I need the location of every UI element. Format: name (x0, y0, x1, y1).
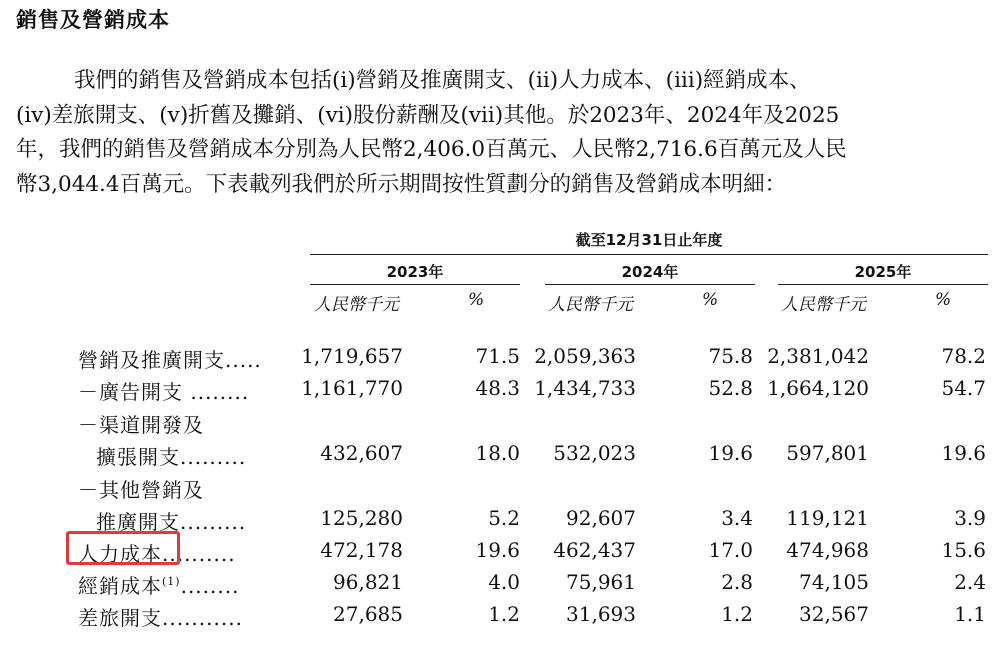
table-cell: 2.8 (721, 570, 753, 594)
unit-rmb-2024: 人民幣千元 (548, 295, 633, 315)
row-label (96, 441, 246, 470)
row-label (78, 602, 243, 631)
unit-rmb-2023: 人民幣千元 (314, 295, 399, 315)
table-cell: 474,968 (786, 538, 869, 562)
table-cell: 472,178 (320, 538, 403, 562)
table-cell: 74,105 (799, 570, 869, 594)
table-cell: 2,059,363 (534, 344, 636, 368)
section-heading: 銷售及營銷成本 (16, 8, 170, 32)
paragraph-line: (iv)差旅開支、(v)折舊及攤銷、(vi)股份薪酬及(vii)其他。於2023年、2024年及2025 (16, 102, 840, 128)
table-cell: 18.0 (475, 441, 520, 465)
row-label-text: －其他營銷及 (78, 478, 204, 502)
table-cell: 1.2 (721, 602, 753, 626)
table-cell: 78.2 (941, 344, 986, 368)
year-header-2025: 2025年 (854, 263, 912, 281)
table-cell: 27,685 (333, 602, 403, 626)
year-rule-2025 (778, 284, 988, 285)
table-cell: 92,607 (566, 506, 636, 530)
unit-pct-2023: % (468, 290, 485, 310)
row-label-text: －渠道開發及 (78, 413, 204, 437)
table-cell: 3.9 (954, 506, 986, 530)
row-label (78, 409, 204, 438)
unit-pct-2024: % (702, 290, 719, 310)
year-header-2023: 2023年 (386, 263, 444, 281)
table-cell: 1,161,770 (301, 376, 403, 400)
table-cell: 3.4 (721, 506, 753, 530)
table-cell: 1,719,657 (301, 344, 403, 368)
table-cell: 31,693 (566, 602, 636, 626)
table-cell: 48.3 (475, 376, 520, 400)
header-rule (310, 254, 988, 255)
paragraph-line: 年，我們的銷售及營銷成本分別為人民幣2,406.0百萬元、人民幣2,716.6百萬元及人民 (16, 137, 847, 162)
table-cell: 75,961 (566, 570, 636, 594)
row-label-text: 人力成本.......... (78, 542, 236, 566)
paragraph-line: 我們的銷售及營銷成本包括(i)營銷及推廣開支、(ii)人力成本、(iii)經銷成本、 (74, 68, 811, 93)
table-cell: 2,381,042 (767, 344, 869, 368)
row-label-text: 差旅開支........... (78, 606, 243, 630)
table-cell: 432,607 (320, 441, 403, 465)
table-cell: 4.0 (488, 570, 520, 594)
row-label-text: 經銷成本 (78, 574, 162, 598)
table-cell: 119,121 (786, 506, 869, 530)
table-cell: 54.7 (941, 376, 986, 400)
table-cell: 2.4 (954, 570, 986, 594)
table-cell: 71.5 (475, 344, 520, 368)
table-cell: 19.6 (708, 441, 753, 465)
row-label-text: 營銷及推廣開支..... (78, 348, 262, 372)
table-cell: 1.1 (954, 602, 986, 626)
intro-paragraph (16, 64, 991, 202)
paragraph-line: 幣3,044.4百萬元。下表載列我們於所示期間按性質劃分的銷售及營銷成本明細： (16, 171, 787, 197)
table-cell: 15.6 (941, 538, 986, 562)
table-cell: 19.6 (475, 538, 520, 562)
highlight-box (66, 531, 180, 565)
table-cell: 75.8 (708, 344, 753, 368)
year-rule-2024 (545, 284, 755, 285)
row-label-text: 推廣開支......... (96, 510, 247, 534)
table-cell: 19.6 (941, 441, 986, 465)
row-label (78, 344, 262, 373)
year-header-2024: 2024年 (621, 263, 679, 281)
row-label (78, 570, 239, 599)
table-cell: 1,434,733 (534, 376, 636, 400)
table-cell: 1.2 (488, 602, 520, 626)
unit-pct-2025: % (935, 290, 952, 310)
table-cell: 96,821 (333, 570, 403, 594)
row-label-text: 擴張開支......... (96, 445, 247, 469)
table-cell: 125,280 (320, 506, 403, 530)
period-header: 截至12月31日止年度 (575, 231, 723, 249)
table-cell: 597,801 (786, 441, 869, 465)
table-cell: 32,567 (799, 602, 869, 626)
unit-rmb-2025: 人民幣千元 (781, 295, 866, 315)
table-cell: 1,664,120 (767, 376, 869, 400)
footnote-marker: (1) (162, 575, 181, 588)
row-label (78, 376, 249, 405)
table-cell: 5.2 (488, 506, 520, 530)
leader-dots: ........ (180, 574, 240, 598)
table-cell: 17.0 (708, 538, 753, 562)
year-rule-2023 (310, 284, 520, 285)
table-cell: 52.8 (708, 376, 753, 400)
row-label-text: －廣告開支 ........ (78, 380, 250, 404)
row-label (78, 474, 204, 503)
table-cell: 532,023 (553, 441, 636, 465)
table-cell: 462,437 (553, 538, 636, 562)
